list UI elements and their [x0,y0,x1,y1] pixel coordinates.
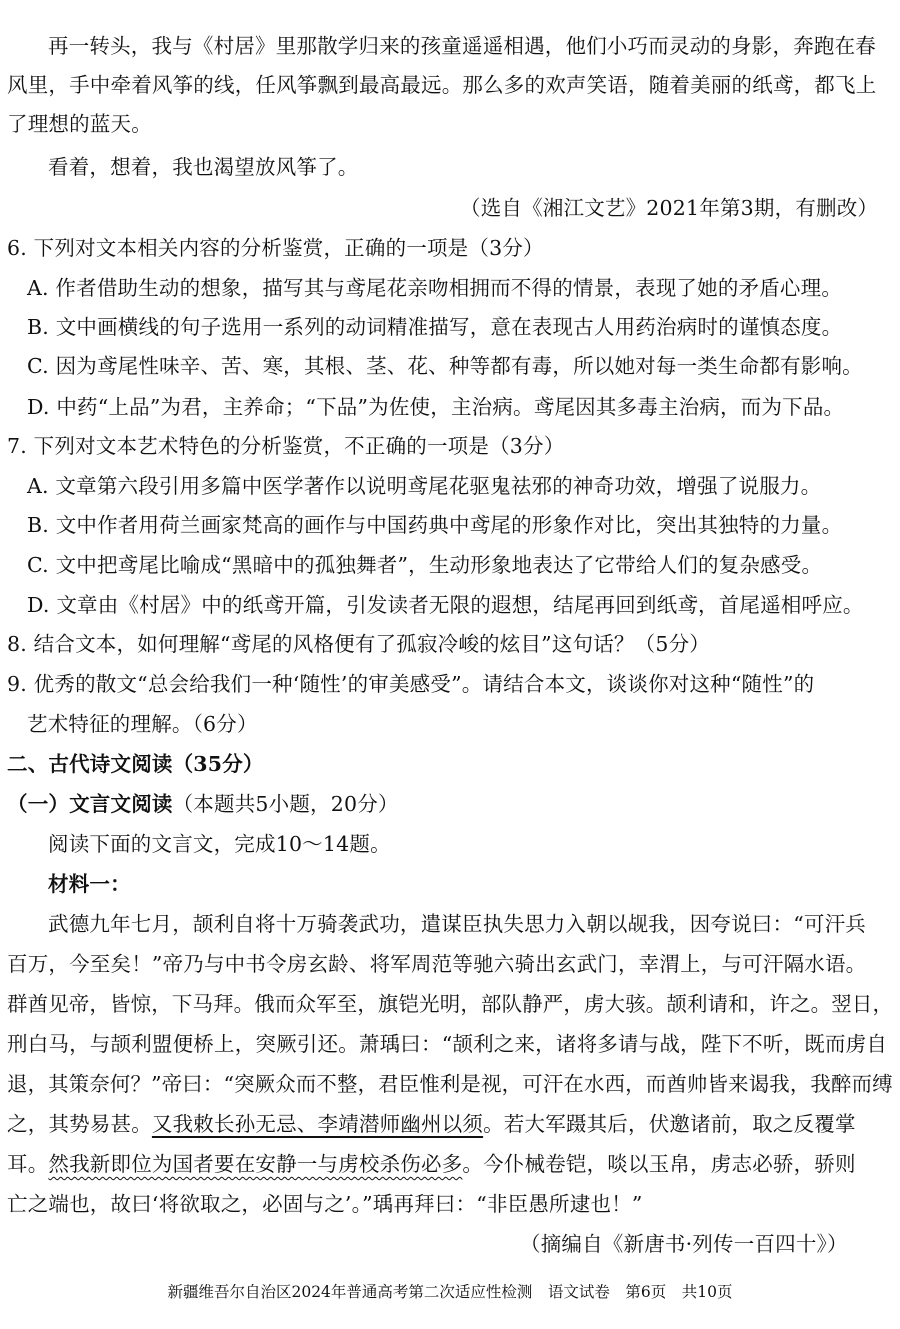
material1-line3: 群酋见帝，皆惊，下马拜。俄而众军至，旗铠光明，部队静严，虏大骇。颉利请和，许之。翌日， [7,992,894,1016]
q6-option-d: D. 中药“上品”为君，主养命；“下品”为佐使，主治病。鸢尾因其多毒主治病，而为下品。 [27,395,845,419]
underlined-sentence: 又我敕长孙无忌、李靖潜师幽州以须 [151,1112,484,1136]
material1-line8: 亡之端也，故曰‘将欲取之，必固与之’。”瑀再拜曰：“非臣愚所逮也！” [7,1192,643,1216]
material1-line7 [7,1146,856,1183]
subsection-note: （本题共5小题，20分） [172,792,399,816]
q9-line1: 9. 优秀的散文“总会给我们一种‘随性’的审美感受”。请结合本文，谈谈你对这种“随性”的 [7,672,815,696]
q6-stem: 6. 下列对文本相关内容的分析鉴赏，正确的一项是（3分） [7,236,544,260]
material1-line4: 刑白马，与颉利盟便桥上，突厥引还。萧瑀曰：“颉利之来，诸将多请与战，陛下不听，既而虏自 [7,1032,888,1056]
q7-option-c: C. 文中把鸢尾比喻成“黑暗中的孤独舞者”，生动形象地表达了它带给人们的复杂感受。 [27,553,823,577]
q7-option-b: B. 文中作者用荷兰画家梵高的画作与中国药典中鸢尾的形象作对比，突出其独特的力量。 [27,513,843,537]
q6-option-b: B. 文中画横线的句子选用一系列的动词精准描写，意在表现古人用药治病时的谨慎态度。 [27,315,843,339]
material1-source: （摘编自《新唐书·列传一百四十》） [520,1232,848,1256]
line7-prefix: 耳。 [7,1152,49,1176]
wavy-underlined-sentence: 然我新即位为国者要在安静一与虏校杀伤必多 [48,1152,463,1176]
passage-para1-line3: 了理想的蓝天。 [7,112,152,136]
line6-suffix: 。若大军蹑其后，伏邀诸前，取之反覆掌 [483,1112,856,1136]
passage-para1-line2: 风里，手中牵着风筝的线，任风筝飘到最高最远。那么多的欢声笑语，随着美丽的纸鸢，都飞上 [7,73,877,97]
line7-suffix: 。今仆械卷铠，啖以玉帛，虏志必骄，骄则 [462,1152,856,1176]
material1-line1: 武德九年七月，颉利自将十万骑袭武功，遣谋臣执失思力入朝以觇我，因夸说曰：“可汗兵 [48,912,866,936]
material1-line5: 退，其策奈何？”帝曰：“突厥众而不整，君臣惟利是视，可汗在水西，而酋帅皆来谒我，我醉而缚 [7,1072,893,1096]
material1-line6 [7,1106,856,1143]
q7-option-d: D. 文章由《村居》中的纸鸢开篇，引发读者无限的遐想，结尾再回到纸鸢，首尾遥相呼应。 [27,593,864,617]
q9-line2: 艺术特征的理解。（6分） [27,712,258,736]
section2-title: 二、古代诗文阅读（35分） [7,752,264,776]
passage-para2: 看着，想着，我也渴望放风筝了。 [48,155,359,179]
material1-label: 材料一： [48,872,131,896]
passage-para1-line1: 再一转头，我与《村居》里那散学归来的孩童遥遥相遇，他们小巧而灵动的身影，奔跑在春 [48,34,876,58]
page-footer: 新疆维吾尔自治区2024年普通高考第二次适应性检测 语文试卷 第6页 共10页 [167,1283,733,1301]
passage-source: （选自《湘江文艺》2021年第3期，有删改） [460,196,879,220]
section2-instruction: 阅读下面的文言文，完成10～14题。 [48,832,391,856]
material1-line2: 百万，今至矣！”帝乃与中书令房玄龄、将军周范等驰六骑出玄武门，幸渭上，与可汗隔水语。 [7,952,867,976]
q8-stem: 8. 结合文本，如何理解“鸢尾的风格便有了孤寂冷峻的炫目”这句话？（5分） [7,632,710,656]
q6-option-c: C. 因为鸢尾性味辛、苦、寒，其根、茎、花、种等都有毒，所以她对每一类生命都有影响。 [27,354,863,378]
q6-option-a: A. 作者借助生动的想象，描写其与鸢尾花亲吻相拥而不得的情景，表现了她的矛盾心理。 [27,276,843,300]
q7-stem: 7. 下列对文本艺术特色的分析鉴赏，不正确的一项是（3分） [7,434,565,458]
subsection-title: （一）文言文阅读 [7,792,173,816]
section2-subtitle [7,786,399,823]
line6-prefix: 之，其势易甚。 [7,1112,152,1136]
q7-option-a: A. 文章第六段引用多篇中医学著作以说明鸢尾花驱鬼祛邪的神奇功效，增强了说服力。 [27,474,822,498]
